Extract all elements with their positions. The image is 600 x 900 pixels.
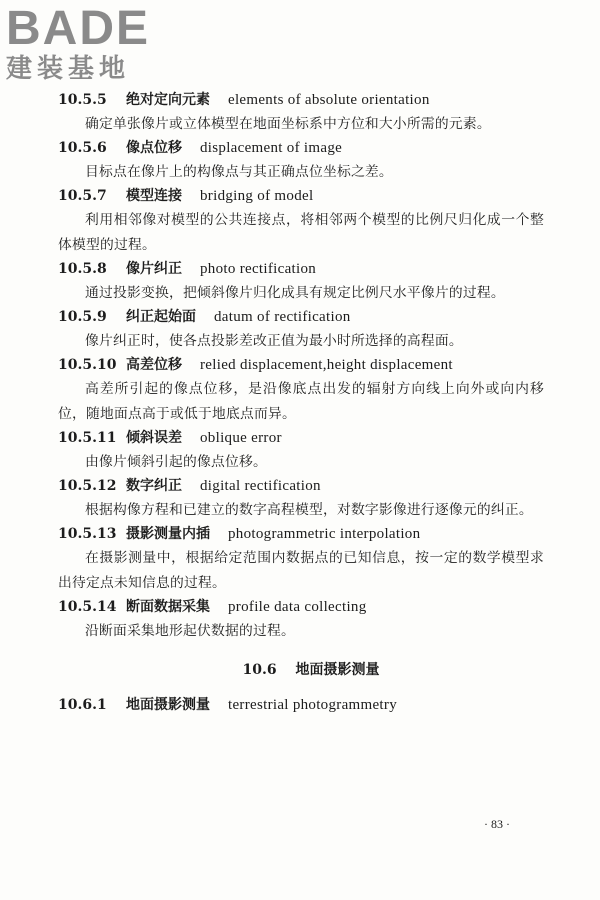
term-entry	[58, 427, 544, 475]
term-chinese: 像点位移	[126, 140, 182, 156]
term-english: bridging of model	[200, 188, 314, 204]
term-chinese: 断面数据采集	[126, 599, 210, 615]
term-number: 10.5.8	[58, 261, 107, 277]
term-english: oblique error	[200, 430, 282, 446]
term-number: 10.5.11	[58, 430, 117, 446]
term-english: photo rectification	[200, 261, 317, 277]
term-number: 10.5.14	[58, 599, 117, 615]
term-heading	[58, 306, 544, 329]
term-definition: 由像片倾斜引起的像点位移。	[85, 454, 267, 470]
term-heading	[58, 137, 544, 160]
term-english: displacement of image	[200, 140, 343, 156]
term-entry	[58, 694, 544, 717]
term-heading	[58, 694, 544, 717]
term-entry	[58, 258, 544, 306]
term-english: photogrammetric interpolation	[228, 526, 421, 542]
term-chinese: 摄影测量内插	[126, 526, 210, 542]
term-english: terrestrial photogrammetry	[228, 697, 397, 713]
term-number: 10.5.9	[58, 309, 107, 325]
term-heading	[58, 427, 544, 450]
term-english: profile data collecting	[228, 599, 367, 615]
term-number: 10.5.12	[58, 478, 117, 494]
term-definition: 沿断面采集地形起伏数据的过程。	[85, 623, 295, 639]
page-number: · 83 ·	[484, 817, 510, 831]
term-entry	[58, 475, 544, 523]
term-chinese: 模型连接	[126, 188, 182, 204]
term-chinese: 绝对定向元素	[126, 92, 210, 108]
term-number: 10.6.1	[58, 697, 107, 713]
term-entry	[58, 137, 544, 185]
section-title: 地面摄影测量	[295, 662, 380, 678]
term-english: elements of absolute orientation	[228, 92, 430, 108]
term-number: 10.5.10	[58, 357, 117, 373]
term-entry	[58, 354, 544, 427]
section-heading	[58, 658, 544, 682]
term-chinese: 倾斜误差	[126, 430, 182, 446]
term-entry	[58, 185, 544, 258]
term-heading	[58, 475, 544, 498]
term-heading	[58, 354, 544, 377]
term-list-continued	[58, 694, 544, 717]
term-definition: 通过投影变换，把倾斜像片归化成具有规定比例尺水平像片的过程。	[85, 285, 505, 301]
term-definition: 在摄影测量中，根据给定范围内数据点的已知信息，按一定的数学模型求出待定点未知信息的过程。	[58, 550, 544, 591]
term-definition: 目标点在像片上的构像点与其正确点位坐标之差。	[85, 164, 393, 180]
term-chinese: 纠正起始面	[126, 309, 196, 325]
term-entry	[58, 306, 544, 354]
term-definition: 确定单张像片或立体模型在地面坐标系中方位和大小所需的元素。	[85, 116, 491, 132]
term-entry	[58, 596, 544, 644]
term-chinese: 高差位移	[126, 357, 182, 373]
logo-wordmark: BADE	[6, 2, 151, 55]
term-definition: 根据构像方程和已建立的数字高程模型，对数字影像进行逐像元的纠正。	[85, 502, 533, 518]
term-heading	[58, 523, 544, 546]
term-definition: 利用相邻像对模型的公共连接点，将相邻两个模型的比例尺归化成一个整体模型的过程。	[58, 212, 544, 253]
term-number: 10.5.5	[58, 92, 107, 108]
term-definition: 像片纠正时，使各点投影差改正值为最小时所选择的高程面。	[85, 333, 463, 349]
term-english: relied displacement,height displacement	[200, 357, 453, 373]
page-body	[58, 89, 544, 717]
term-definition: 高差所引起的像点位移，是沿像底点出发的辐射方向线上向外或向内移位，随地面点高于或低于地底点而异。	[58, 381, 544, 422]
term-entry	[58, 523, 544, 596]
term-number: 10.5.6	[58, 140, 107, 156]
term-number: 10.5.13	[58, 526, 117, 542]
term-heading	[58, 89, 544, 112]
term-heading	[58, 596, 544, 619]
term-list	[58, 89, 544, 644]
term-heading	[58, 185, 544, 208]
term-chinese: 像片纠正	[126, 261, 182, 277]
term-entry	[58, 89, 544, 137]
term-english: digital rectification	[200, 478, 321, 494]
term-heading	[58, 258, 544, 281]
term-number: 10.5.7	[58, 188, 107, 204]
logo	[6, 2, 150, 84]
term-english: datum of rectification	[214, 309, 351, 325]
section-number: 10.6	[242, 662, 277, 678]
term-chinese: 数字纠正	[126, 478, 182, 494]
logo-subtitle: 建装基地	[6, 54, 131, 84]
term-chinese: 地面摄影测量	[126, 697, 210, 713]
